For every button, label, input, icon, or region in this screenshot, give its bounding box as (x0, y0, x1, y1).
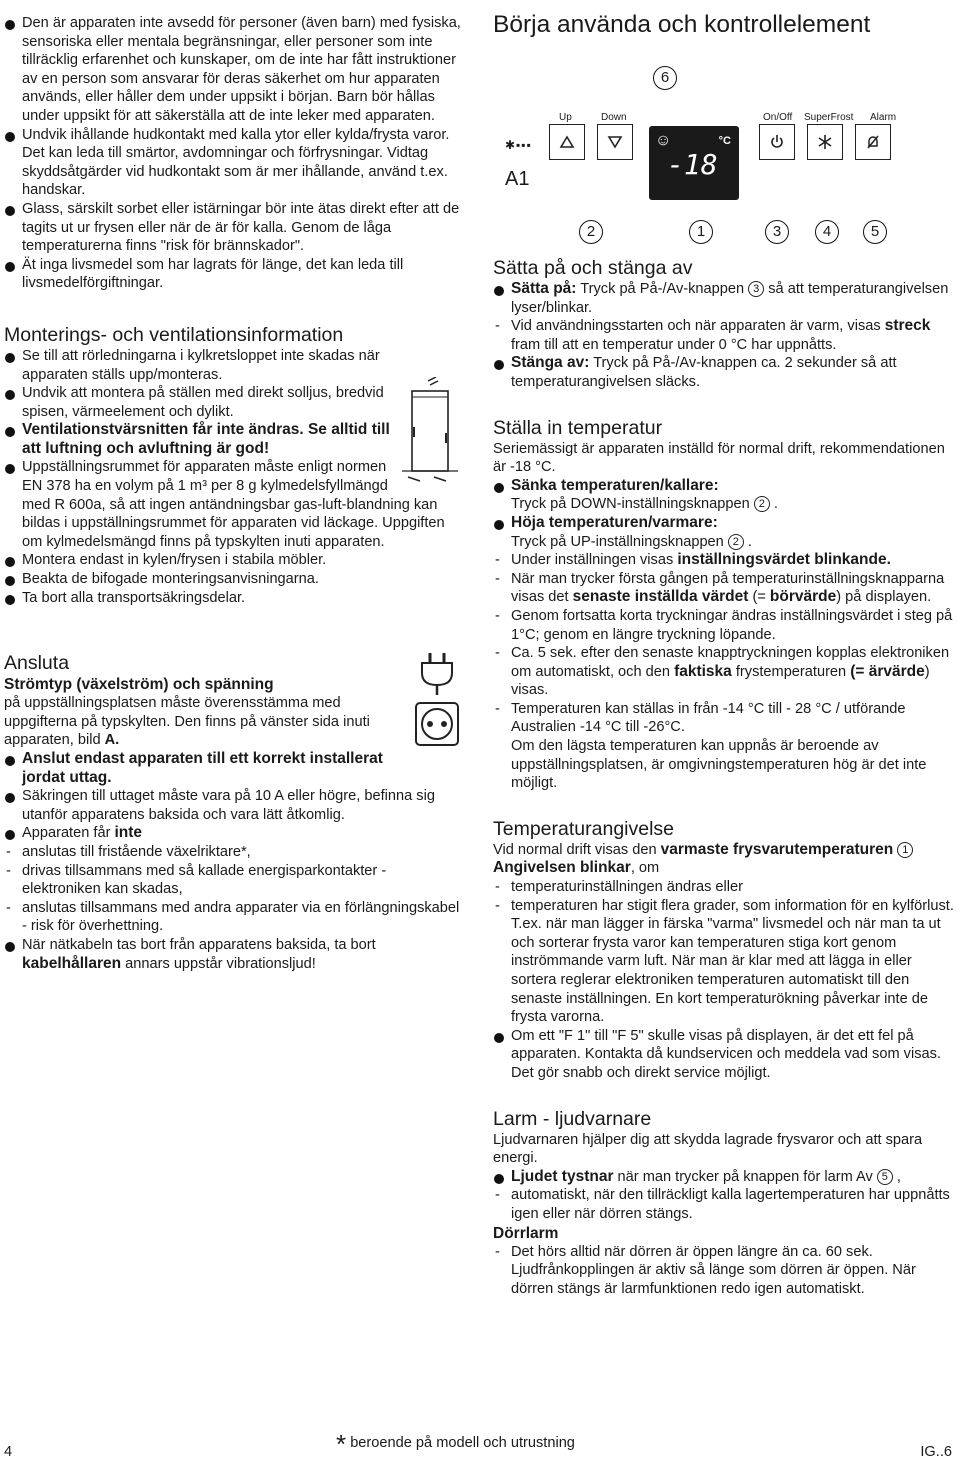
temp-dash: - Ca. 5 sek. efter den senaste knapptryckningen kopplas elektroniken om automatiskt, och den faktiska frystemperaturen (= ärvärde) visas. (493, 644, 958, 700)
alarm-intro: Ljudvarnaren hjälper dig att skydda lagrade frysvaror och att spara energi. (493, 1131, 923, 1167)
temp-dash: - Genom fortsatta korta tryckningar ändras inställningsvärdet i steg på 1°C; genom en längre tryckning löpande. (493, 607, 958, 644)
onoff-bullet: Sätta på: Tryck på På-/Av-knappen 3 så att temperaturangivelsen lyser/blinkar. (493, 280, 958, 317)
intro-bullet: Undvik ihållande hudkontakt med kalla ytor eller kylda/frysta varor. Det kan leda till smärtor, avdomningar och förfrysningar. Vidtag skyddsåtgärder vid hudkontakt som är mer ihållande, använd t.ex. handskar. (4, 126, 466, 200)
page-number: 4 (4, 1444, 13, 1460)
intro-bullet: Den är apparaten inte avsedd för personer (även barn) med fysiska, sensoriska eller mentala begränsningar, eller personer som inte tillräcklig erfarenhet och kunskaper, om de inte har fått instruktioner av en person som ansvarar för deras säkerhet om hur apparaten används, eller håller dem under uppsikt i början. Barn bör hållas under uppsikt för att säkerställa att de inte leker med apparaten. (4, 14, 466, 126)
snowflake-icon (817, 134, 833, 150)
temp-instruction: Tryck på UP-inställningsknappen 2 . (511, 533, 752, 550)
temp-dash: - Temperaturen kan ställas in från -14 °C till - 28 °C / utförande Australien -14 °C till -26°C. (493, 700, 958, 737)
callout-5: 5 (863, 220, 887, 244)
intro-bullet: Ät inga livsmedel som har lagrats för länge, det kan leda till livsmedelförgiftningar. (4, 256, 466, 293)
temp-instruction: Tryck på DOWN-inställningsknappen 2 . (511, 496, 778, 513)
smiley-icon: ☺ (655, 132, 672, 149)
callout-4: 4 (815, 220, 839, 244)
triangle-up-icon (559, 135, 575, 149)
connect-dash: - anslutas tillsammans med andra apparater via en förlängningskabel - risk för överhettning. (4, 899, 466, 936)
temp-note: Om den lägsta temperaturen kan uppnås är beroende av uppställningsplatsen, är omgivningstemperaturen hög är det inte möjligt. (511, 738, 927, 792)
connect-dash: - anslutas till fristående växelriktare*, (4, 843, 466, 862)
label-alarm: Alarm (870, 112, 897, 123)
alarm-heading: Larm - ljudvarnare (493, 1107, 652, 1130)
connect-text: på uppställningsplatsen måste överensstämma med uppgifterna på typskylten. Den finns på vänster sida inuti apparaten, bild A. (4, 695, 370, 749)
left-column (4, 14, 466, 973)
connect-subheading: Strömtyp (växelström) och spänning (4, 676, 274, 694)
door-dash: - Det hörs alltid när dörren är öppen längre än ca. 60 sek. Ljudfrånkopplingen är aktiv så länge som dörren är öppen. När dörren stängs är larmfunktionen redo igen automatiskt. (493, 1243, 958, 1299)
connect-bullet: Apparaten får inte (4, 824, 466, 843)
mount-bullet: Se till att rörledningarna i kylkretsloppet inte skadas när apparaten ställs upp/monteras. (4, 347, 466, 384)
callout-1: 1 (689, 220, 713, 244)
connect-bullet: När nätkabeln tas bort från apparatens baksida, ta bort kabelhållaren annars uppstår vibrationsljud! (4, 936, 466, 973)
display-value: -18 (667, 148, 718, 181)
temp-dash: - Under inställningen visas inställningsvärdet blinkande. (493, 551, 958, 570)
mount-bullet: Uppställningsrummet för apparaten måste enligt normen EN 378 ha en volym på 1 m³ per 8 g kylmedelsfyllmängd med R 600a, så att ingen antändningsbar gas-luft-blandning kan bildas i uppställningsrummet för apparaten vid läckage. Uppgiften om kylmedelsmängd finns på typskylten inuti apparaten. (4, 458, 466, 551)
onoff-heading: Sätta på och stänga av (493, 257, 693, 279)
connect-bullet: Säkringen till uttaget måste vara på 10 A eller högre, befinna sig utanför apparatens baksida och vara lätt åtkomlig. (4, 787, 466, 824)
callout-2: 2 (579, 220, 603, 244)
temp-bullet: Höja temperaturen/varmare: (493, 514, 958, 533)
connect-dash: - drivas tillsammans med så kallade energisparkontakter - elektroniken kan skadas, (4, 862, 466, 899)
indicator-dash: - temperaturinställningen ändras eller (493, 878, 958, 897)
mount-bullet: Montera endast in kylen/frysen i stabila möbler. (4, 551, 466, 570)
triangle-down-icon (607, 135, 623, 149)
indicator-intro: Vid normal drift visas den varmaste frysvarutemperaturen 1 (493, 841, 958, 860)
indicator-blink: Angivelsen blinkar, om (493, 859, 660, 877)
alarm-bullet: Ljudet tystnar när man trycker på knappen för larm Av 5 , (493, 1168, 958, 1187)
door-alarm-heading: Dörrlarm (493, 1224, 559, 1242)
mount-bullet: Ventilationstvärsnitten får inte ändras. Se alltid till att luftning och avluftning är god! (4, 421, 466, 458)
document-code: IG..6 (920, 1444, 952, 1460)
figure-label: A1 (505, 168, 530, 190)
callout-3: 3 (765, 220, 789, 244)
label-onoff: On/Off (763, 112, 793, 123)
indicator-heading: Temperaturangivelse (493, 817, 675, 840)
onoff-dash: - Vid användningsstarten och när apparaten är varm, visas streck fram till att en temperatur under 0 °C har uppnåtts. (493, 317, 958, 354)
power-icon (769, 134, 785, 150)
onoff-bullet: Stänga av: Tryck på På-/Av-knappen ca. 2 sekunder så att temperaturangivelsen släcks. (493, 354, 958, 391)
indicator-dash: - temperaturen har stigit flera grader, som information för en kylförlust. T.ex. när man lägger in färska "varma" livsmedel och när man ta ut och sorterar frysta varor kan temperaturen stiga kort genom inströmmande varm luft. När man är klar med att lägga in eller sortera reglerar elektroniken temperaturen automatiskt till den senaste inställningen. En kort temperaturökning påverkar inte de frysta varorna. (493, 897, 958, 1027)
mount-bullet: Beakta de bifogade monteringsanvisningarna. (4, 570, 466, 589)
temp-heading: Ställa in temperatur (493, 416, 663, 439)
bell-off-icon (865, 134, 881, 150)
intro-bullet: Glass, särskilt sorbet eller istärningar bör inte ätas direkt efter att de tagits ut ur frysen eller när de är för kalla. Genom de låga temperaturerna finns "risk för brännskador". (4, 200, 466, 256)
mount-bullet: Undvik att montera på ställen med direkt solljus, bredvid spisen, värmeelement och dylikt. (4, 384, 466, 421)
alarm-dash: - automatiskt, när den tillräckligt kalla lagertemperaturen har uppnåtts igen eller när dörren stängs. (493, 1186, 958, 1223)
label-superfrost: SuperFrost (804, 112, 854, 123)
callout-6: 6 (653, 66, 677, 90)
control-panel-diagram (493, 46, 958, 256)
connect-bullet: Anslut endast apparaten till ett korrekt installerat jordat uttag. (4, 750, 466, 787)
indicator-bullet: Om ett "F 1" till "F 5" skulle visas på displayen, är det ett fel på apparaten. Kontakta då kundservicen och meddela vad som visas. Det gör snabb och direkt service möjligt. (493, 1027, 958, 1083)
temp-bullet: Sänka temperaturen/kallare: (493, 477, 958, 496)
up-button[interactable] (549, 124, 585, 160)
down-button[interactable] (597, 124, 633, 160)
alarm-button[interactable] (855, 124, 891, 160)
temp-dash: - När man trycker första gången på temperaturinställningsknapparna visas det senaste inställda värdet (= börvärde) på displayen. (493, 570, 958, 607)
right-column (493, 10, 958, 1298)
footnote: * beroende på modell och utrustning (336, 1429, 575, 1459)
label-down: Down (601, 112, 627, 123)
fridge-symbol: ✱▪▪▪ (505, 138, 532, 152)
superfrost-button[interactable] (807, 124, 843, 160)
temperature-display (649, 126, 739, 200)
mounting-heading: Monterings- och ventilationsinformation (4, 323, 344, 346)
connect-heading: Ansluta (4, 652, 70, 675)
page-title: Börja använda och kontrollelement (493, 11, 871, 38)
unit-label: °C (718, 135, 731, 147)
plug-icon (414, 651, 460, 695)
mount-bullet: Ta bort alla transportsäkringsdelar. (4, 589, 466, 608)
onoff-button[interactable] (759, 124, 795, 160)
socket-icon (414, 701, 460, 747)
temp-intro: Seriemässigt är apparaten inställd för normal drift, rekommendationen är -18 °C. (493, 440, 945, 476)
label-up: Up (559, 112, 572, 123)
